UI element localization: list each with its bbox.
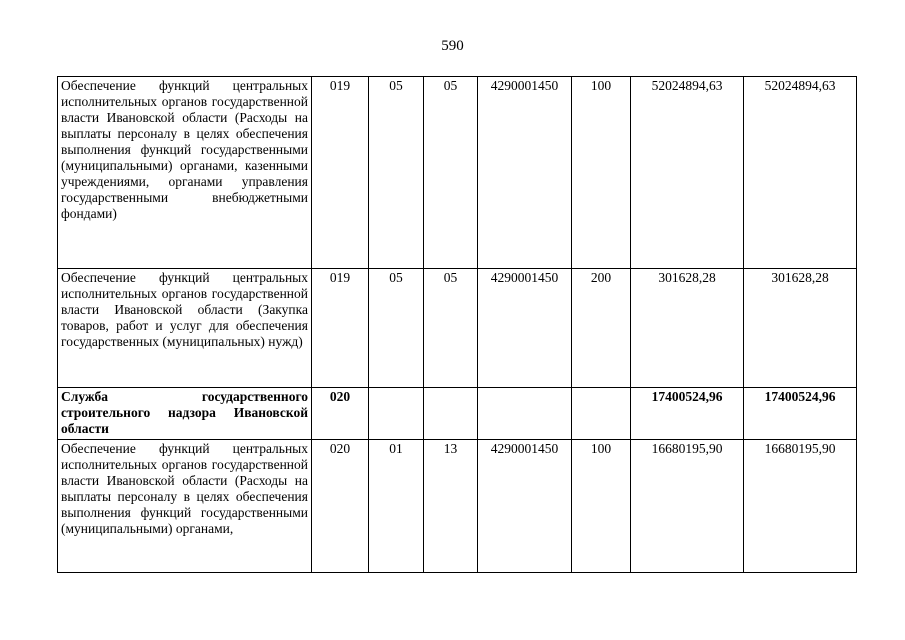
amount-year-1: 52024894,63 (631, 77, 744, 269)
table-row-section-header (58, 388, 857, 440)
target-article-code: 4290001450 (478, 269, 572, 388)
amount-year-2: 301628,28 (744, 269, 857, 388)
target-article-code: 4290001450 (478, 77, 572, 269)
budget-table (57, 76, 857, 573)
section-code: 05 (369, 77, 424, 269)
section-code: 01 (369, 440, 424, 573)
row-description: Обеспечение функций центральных исполнительных органов государственной власти Ивановской области (Расходы на выплаты персоналу в целях обеспечения выполнения функций государственными (муниципальными) органами, (58, 440, 312, 573)
row-description: Обеспечение функций центральных исполнительных органов государственной власти Ивановской области (Расходы на выплаты персоналу в целях обеспечения выполнения функций государственными (муниципальными) органами, казенными учреждениями, органами управления государственными внебюджетными фондами) (58, 77, 312, 269)
expense-type-code: 100 (572, 440, 631, 573)
subsection-code: 05 (424, 77, 478, 269)
section-code: 05 (369, 269, 424, 388)
department-code: 019 (312, 269, 369, 388)
amount-year-1: 301628,28 (631, 269, 744, 388)
expense-type-code: 100 (572, 77, 631, 269)
amount-year-2: 17400524,96 (744, 388, 857, 440)
department-code: 020 (312, 388, 369, 440)
table-row (58, 77, 857, 269)
amount-year-1: 16680195,90 (631, 440, 744, 573)
page-number: 590 (441, 38, 464, 54)
expense-type-code (572, 388, 631, 440)
target-article-code (478, 388, 572, 440)
row-description: Обеспечение функций центральных исполнительных органов государственной власти Ивановской области (Закупка товаров, работ и услуг для обеспечения государственных (муниципальных) нужд) (58, 269, 312, 388)
amount-year-2: 52024894,63 (744, 77, 857, 269)
department-code: 020 (312, 440, 369, 573)
table-row (58, 440, 857, 573)
department-code: 019 (312, 77, 369, 269)
row-description: Служба государственного строительного надзора Ивановской области (58, 388, 312, 440)
table-row (58, 269, 857, 388)
expense-type-code: 200 (572, 269, 631, 388)
subsection-code (424, 388, 478, 440)
amount-year-1: 17400524,96 (631, 388, 744, 440)
amount-year-2: 16680195,90 (744, 440, 857, 573)
section-code (369, 388, 424, 440)
subsection-code: 05 (424, 269, 478, 388)
subsection-code: 13 (424, 440, 478, 573)
target-article-code: 4290001450 (478, 440, 572, 573)
